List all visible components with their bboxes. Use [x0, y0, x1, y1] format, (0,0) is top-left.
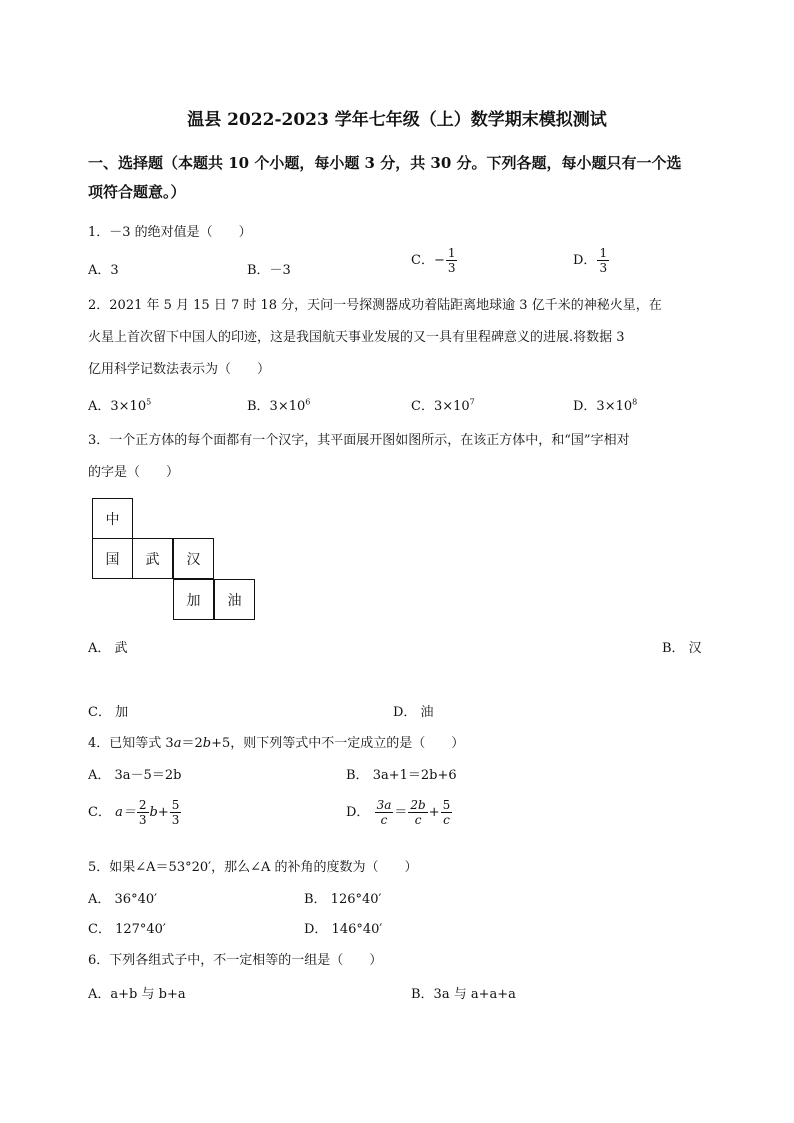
- q2-line3: 亿用科学记数法表示为（ ）: [88, 362, 271, 377]
- q5-option-a: A． 36°40′: [88, 892, 158, 907]
- q4-option-d: D． $\frac{3a}{c}$ ＝ $\frac{2b}{c}$ + $\frac{5}{c}$: [346, 798, 451, 827]
- q4-option-b: B． 3a+1＝2b+6: [346, 768, 457, 783]
- q5-stem: 5．如果∠A＝53°20′，那么∠A 的补角的度数为（ ）: [88, 860, 418, 875]
- q2-line2: 火星上首次留下中国人的印迹，这是我国航天事业发展的又一具有里程碑意义的进展.将数据 3: [88, 330, 625, 345]
- q2-line1: 2．2021 年 5 月 15 日 7 时 18 分，天问一号探测器成功着陆距离地球逾 3 亿千米的神秘火星，在: [88, 298, 662, 313]
- q6-option-b: B．3a 与 a+a+a: [411, 987, 516, 1002]
- q2-option-d: D．$3\times 10^8$: [573, 397, 638, 414]
- q5-option-c: C． 127°40′: [88, 922, 166, 937]
- net-cell: 武: [132, 538, 173, 579]
- net-cell: 油: [214, 579, 255, 620]
- q3-option-c: C． 加: [88, 705, 129, 720]
- q1-option-d: D． $\frac{1}{3}$: [573, 246, 608, 275]
- q3-option-a: A． 武: [88, 641, 128, 656]
- q1-option-c: C．− $\frac{1}{3}$: [411, 246, 456, 275]
- q3-option-b: B． 汉: [662, 641, 702, 656]
- q3-line2: 的字是（ ）: [88, 465, 180, 480]
- q3-option-d: D． 油: [393, 705, 434, 720]
- q2-option-c: C．$3\times 10^7$: [411, 397, 475, 414]
- page-title: 温县 2022-2023 学年七年级（上）数学期末模拟测试: [187, 110, 607, 130]
- net-cell: 中: [92, 498, 133, 539]
- q2-option-b: B．$3\times 10^6$: [247, 397, 311, 414]
- q5-option-b: B． 126°40′: [304, 892, 382, 907]
- section-heading-line1: 一、选择题（本题共 10 个小题，每小题 3 分，共 30 分。下列各题，每小题只有一个选: [88, 154, 682, 172]
- q6-option-a: A．a+b 与 b+a: [88, 987, 186, 1002]
- net-cell: 国: [92, 538, 133, 579]
- net-cell: 加: [173, 579, 214, 620]
- q3-line1: 3．一个正方体的每个面都有一个汉字，其平面展开图如图所示，在该正方体中，和“国”字相对: [88, 433, 630, 448]
- q1-option-b: B．－3: [247, 263, 291, 278]
- q4-option-c: C． a＝ $\frac{2}{3}$ b+ $\frac{5}{3}$: [88, 798, 180, 827]
- q6-stem: 6．下列各组式子中，不一定相等的一组是（ ）: [88, 953, 383, 968]
- q4-option-a: A． 3a－5＝2b: [88, 768, 182, 783]
- section-heading-line2: 项符合题意。）: [88, 183, 186, 201]
- q1-stem: 1．－3 的绝对值是（ ）: [88, 225, 252, 240]
- net-cell: 汉: [173, 538, 214, 579]
- q4-stem: 4．已知等式 3a＝2b+5，则下列等式中不一定成立的是（ ）: [88, 736, 465, 751]
- q2-option-a: A．$3\times 10^5$: [88, 397, 152, 414]
- q5-option-d: D． 146°40′: [304, 922, 383, 937]
- q1-option-a: A．3: [88, 263, 119, 278]
